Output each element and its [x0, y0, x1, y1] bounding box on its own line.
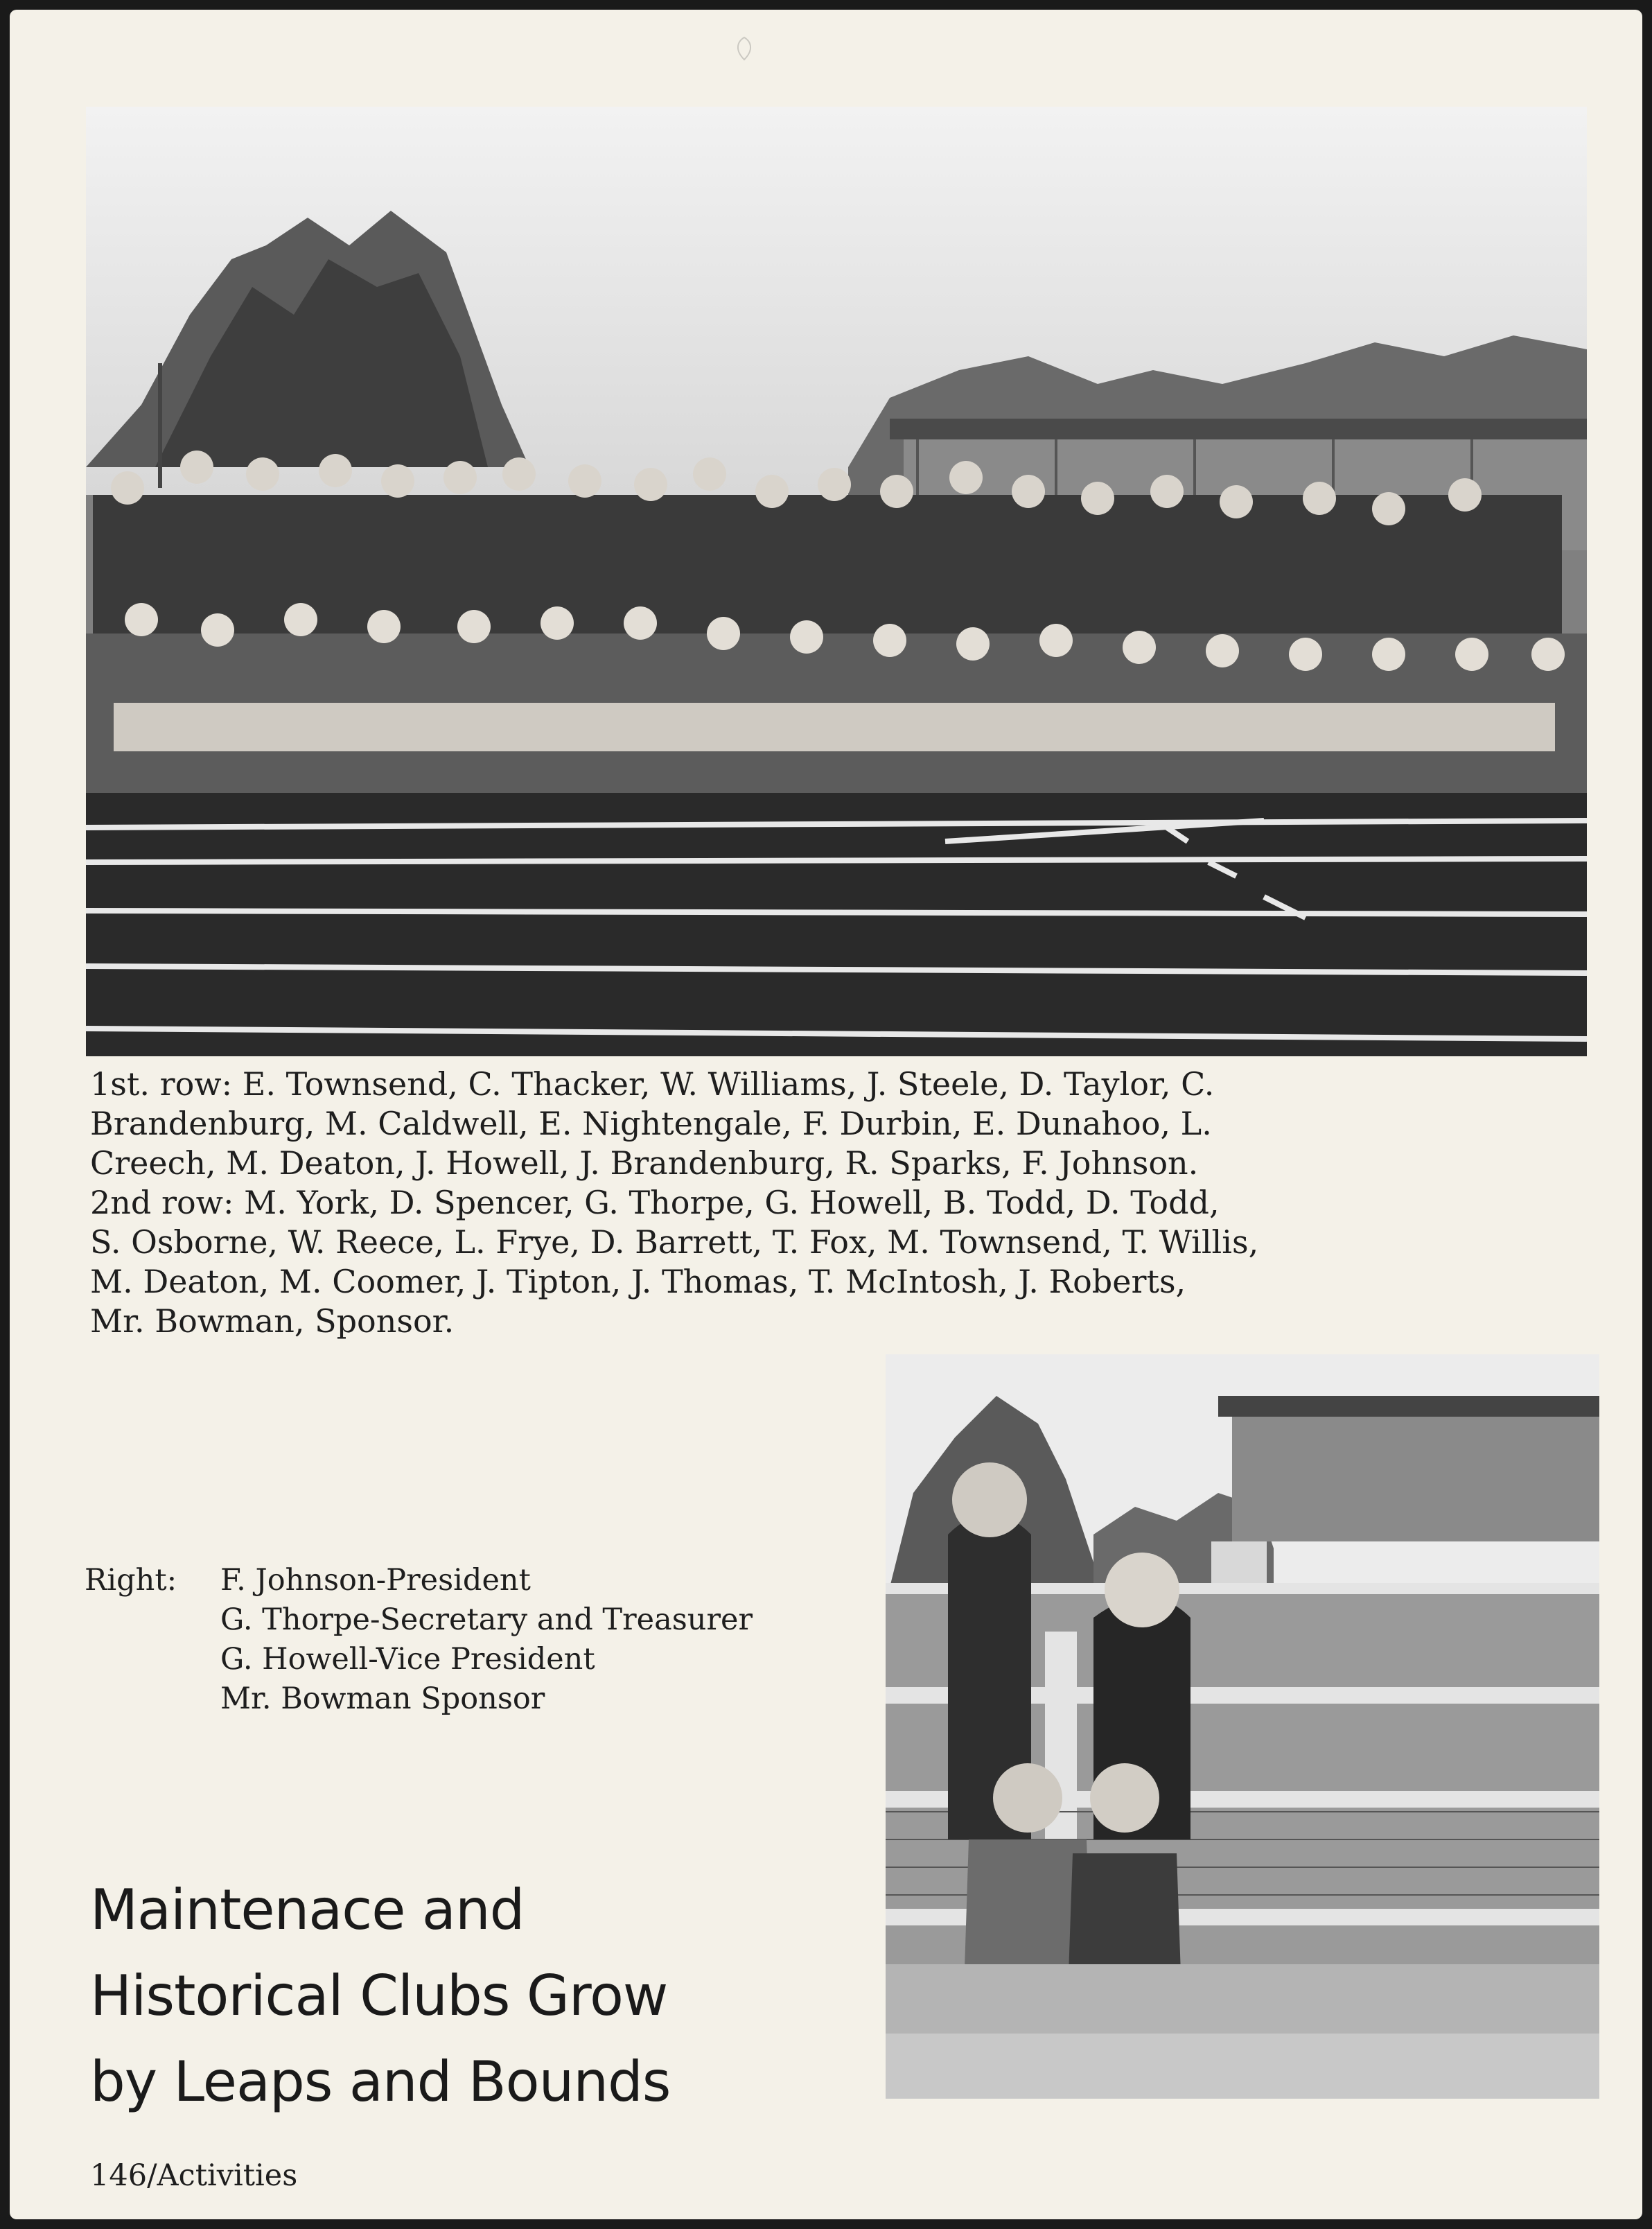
caption-line: S. Osborne, W. Reece, L. Frye, D. Barrett, T. Fox, M. Townsend, T. Willis, — [90, 1223, 1259, 1261]
caption-line: M. Deaton, M. Coomer, J. Tipton, J. Thomas, T. McIntosh, J. Roberts, — [90, 1263, 1186, 1300]
officer-item: F. Johnson-President — [220, 1563, 531, 1598]
caption-line: 1st. row: E. Townsend, C. Thacker, W. Williams, J. Steele, D. Taylor, C. — [90, 1065, 1215, 1103]
group-caption — [90, 1065, 1587, 1341]
officer-item: G. Thorpe-Secretary and Treasurer — [220, 1602, 753, 1637]
caption-line: Brandenburg, M. Caldwell, E. Nightengale, F. Durbin, E. Dunahoo, L. — [90, 1105, 1212, 1142]
officers-lead: Right: — [85, 1563, 177, 1598]
group-photo — [86, 107, 1587, 1056]
officer-item: G. Howell-Vice President — [220, 1642, 595, 1677]
caption-line: 2nd row: M. York, D. Spencer, G. Thorpe, G. Howell, B. Todd, D. Todd, — [90, 1184, 1220, 1221]
officers-photo-image — [886, 1354, 1599, 2099]
caption-line: Mr. Bowman, Sponsor. — [90, 1302, 455, 1340]
headline-line: Maintenace and — [90, 1878, 525, 1942]
page-folio: 146/Activities — [90, 2158, 298, 2193]
leaf-watermark-icon — [730, 35, 758, 62]
group-photo-image — [86, 107, 1587, 1056]
headline-line: Historical Clubs Grow — [90, 1964, 668, 2028]
officers-list — [85, 1561, 888, 1719]
page-headline — [90, 1867, 866, 2125]
headline-line: by Leaps and Bounds — [90, 2049, 671, 2114]
officers-photo — [886, 1354, 1599, 2099]
yearbook-page — [10, 10, 1642, 2219]
officer-item: Mr. Bowman Sponsor — [220, 1681, 545, 1716]
caption-line: Creech, M. Deaton, J. Howell, J. Brandenburg, R. Sparks, F. Johnson. — [90, 1144, 1199, 1182]
